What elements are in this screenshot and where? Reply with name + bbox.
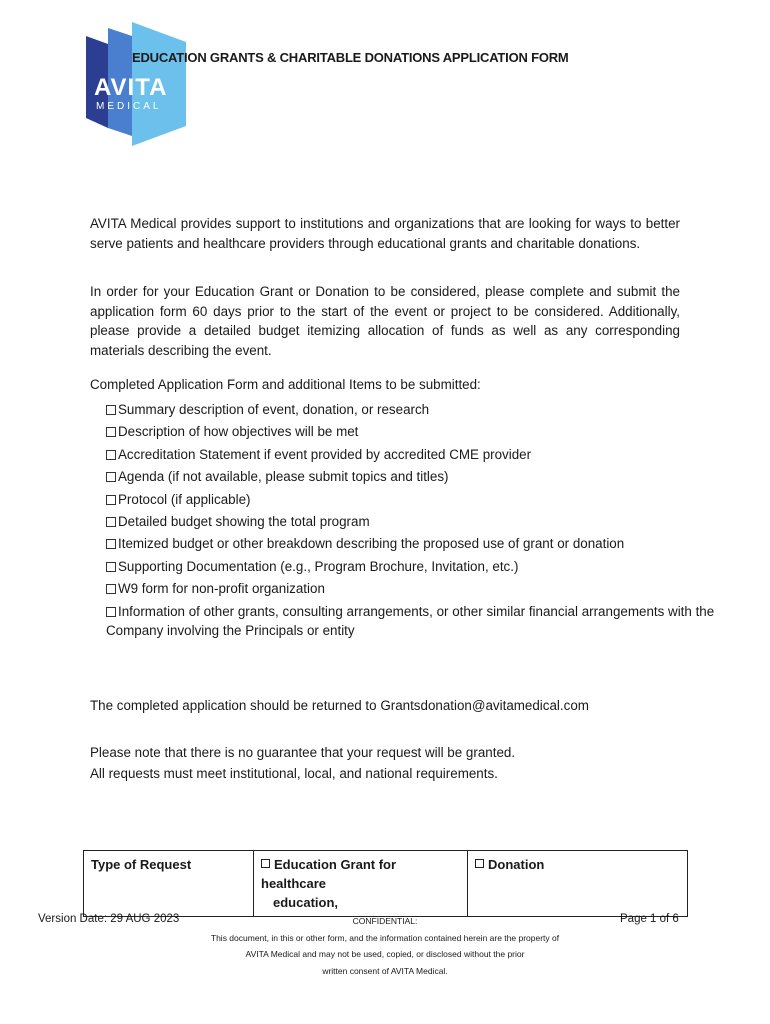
checkbox-icon[interactable] [106,607,116,617]
checkbox-icon[interactable] [106,405,116,415]
checkbox-icon[interactable] [106,584,116,594]
checkbox-icon[interactable] [106,450,116,460]
checklist-item[interactable]: Information of other grants, consulting arrangements, or other similar financial arrangements with the Company involving the Principals or entity [106,603,715,639]
return-instructions: The completed application should be returned to Grantsdonation@avitamedical.com [90,698,589,713]
checkbox-icon[interactable] [261,859,270,868]
avita-medical-logo [86,22,188,146]
checklist-item[interactable]: Agenda (if not available, please submit topics and titles) [90,466,730,488]
checkbox-icon[interactable] [106,562,116,572]
logo-wordmark: AVITA [94,74,168,101]
checklist-item[interactable]: Detailed budget showing the total program [90,511,730,533]
note-line: All requests must meet institutional, local, and national requirements. [90,766,498,781]
checklist-item[interactable]: Summary description of event, donation, or research [90,399,730,421]
note-line: Please note that there is no guarantee that your request will be granted. [90,745,516,760]
checklist-item[interactable]: Accreditation Statement if event provided by accredited CME provider [90,444,730,466]
submission-checklist [90,399,730,641]
checklist-item[interactable]: Supporting Documentation (e.g., Program Brochure, Invitation, etc.) [90,556,730,578]
notice-line: written consent of AVITA Medical. [322,965,448,976]
checkbox-icon[interactable] [106,472,116,482]
checkbox-icon[interactable] [106,517,116,527]
donation-option[interactable]: Donation [468,851,688,917]
version-date: Version Date: 29 AUG 2023 [38,913,180,925]
confidential-notice [180,913,590,979]
checkbox-icon[interactable] [106,427,116,437]
intro-paragraph-2: In order for your Education Grant or Donation to be considered, please complete and submit the application form 60 days prior to the start of the event or project to be considered. Additionally, please provide a detailed budget itemizing allocation of funds as well as any corresponding materials describing the event. [90,284,680,359]
page-number: Page 1 of 6 [620,913,679,925]
checklist-item[interactable]: Description of how objectives will be met [90,421,730,443]
request-type-label: Type of Request [84,851,254,917]
checklist-item[interactable]: Itemized budget or other breakdown describing the proposed use of grant or donation [90,533,730,555]
notice-line: This document, in this or other form, and the information contained herein are the property of [210,932,560,943]
intro-paragraph-1: AVITA Medical provides support to institutions and organizations that are looking for ways to better serve patients and healthcare providers through educational grants and charitable donations. [90,216,680,251]
form-title: EDUCATION GRANTS & CHARITABLE DONATIONS APPLICATION FORM [132,50,569,65]
request-type-table [83,850,688,917]
confidential-label: CONFIDENTIAL: [352,916,418,926]
checkbox-icon[interactable] [106,495,116,505]
checklist-item[interactable]: W9 form for non-profit organization [90,578,730,600]
checklist-heading: Completed Application Form and additional Items to be submitted: [90,377,481,392]
logo-subtitle: MEDICAL [96,101,162,112]
guarantee-note [90,742,515,784]
checkbox-icon[interactable] [106,539,116,549]
education-grant-option[interactable]: Education Grant for healthcare education, [254,851,468,917]
notice-line: AVITA Medical and may not be used, copied, or disclosed without the prior [245,949,525,959]
checklist-item[interactable]: Protocol (if applicable) [90,489,730,511]
checkbox-icon[interactable] [475,859,484,868]
